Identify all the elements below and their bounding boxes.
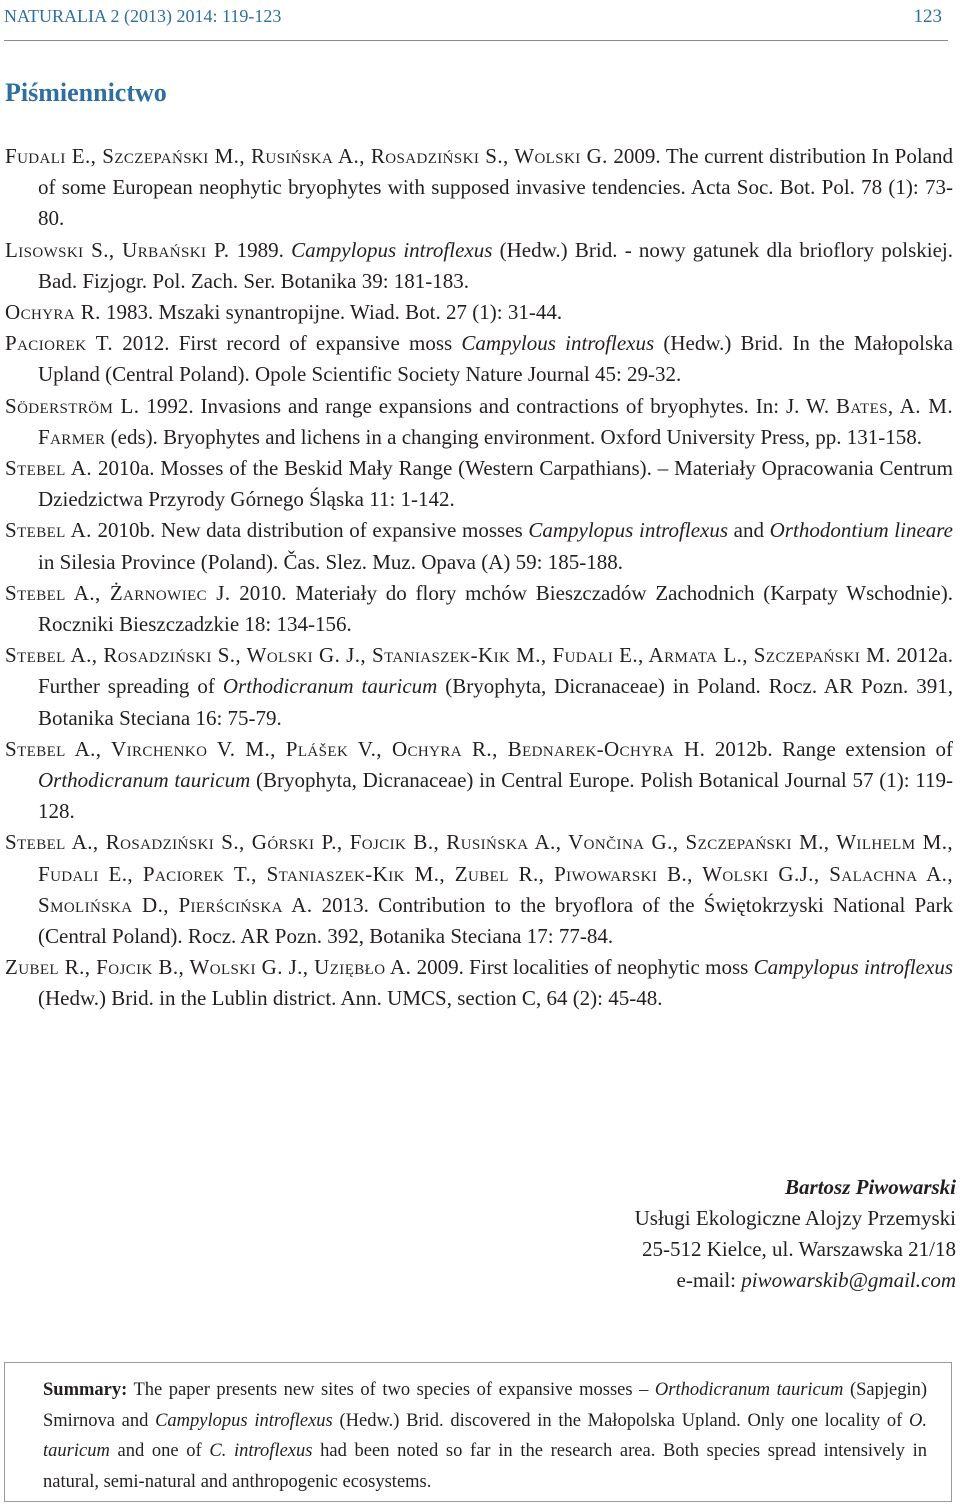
reference-item: Paciorek T. 2012. First record of expansive moss Campylous introflexus (Hedw.) Brid. In the Małopolska Upland (Central Poland). Opole Scientific Society Nature Journal 45: 29-32.	[5, 331, 953, 387]
reference-item: Stebel A., Rosadziński S., Wolski G. J., Staniaszek-Kik M., Fudali E., Armata L., Szczepański M. 2012a. Further spreading of Orthodicranum tauricum (Bryophyta, Dicranaceae) in Poland. Rocz. AR Pozn. 391, Botanika Steciana 16: 75-79.	[5, 643, 953, 730]
reference-item: Lisowski S., Urbański P. 1989. Campylopus introflexus (Hedw.) Brid. - nowy gatunek dla brioflory polskiej. Bad. Fizjogr. Pol. Zach. Ser. Botanika 39: 181-183.	[5, 237, 954, 293]
reference-item: Zubel R., Fojcik B., Wolski G. J., Uziębło A. 2009. First localities of neophytic moss Campylopus introflexus (Hedw.) Brid. in the Lublin district. Ann. UMCS, section C, 64 (2): 45-48.	[5, 955, 953, 1011]
summary-text: Summary: The paper presents new sites of two species of expansive mosses – Orthodicranum tauricum (Sapjegin) Smirnova and Campylopus introflexus (Hedw.) Brid. discovered in the Małopolska Upland. Only one locality of O. tauricum and one of C. introflexus had been noted so far in the research area. Both species spread intensively in natural, semi-natural and anthropogenic ecosystems.	[43, 1380, 928, 1492]
author-email-line: e-mail: piwowarskib@gmail.com	[676, 1268, 956, 1292]
author-signature	[635, 1172, 956, 1296]
reference-item: Stebel A., Żarnowiec J. 2010. Materiały do flory mchów Bieszczadów Zachodnich (Karpaty Wschodnie). Roczniki Bieszczadzkie 18: 134-156.	[5, 580, 953, 637]
reference-item: Ochyra R. 1983. Mszaki synantropijne. Wiad. Bot. 27 (1): 31-44.	[5, 300, 563, 325]
reference-item: Stebel A. 2010a. Mosses of the Beskid Mały Range (Western Carpathians). – Materiały Opracowania Centrum Dziedzictwa Przyrody Górnego Śląska 11: 1-142.	[5, 456, 953, 512]
author-organization: Usługi Ekologiczne Alojzy Przemyski	[634, 1206, 956, 1230]
author-address: 25-512 Kielce, ul. Warszawska 21/18	[641, 1237, 956, 1261]
running-header	[4, 4, 948, 41]
reference-item: Stebel A. 2010b. New data distribution of expansive mosses Campylopus introflexus and Orthodontium lineare in Silesia Province (Poland). Čas. Slez. Muz. Opava (A) 59: 185-188.	[5, 518, 953, 574]
section-title: Piśmiennictwo	[5, 78, 167, 107]
journal-citation: NATURALIA 2 (2013) 2014: 119-123	[4, 6, 282, 26]
reference-item: Fudali E., Szczepański M., Rusińska A., Rosadziński S., Wolski G. 2009. The current distribution In Poland of some European neophytic bryophytes with supposed invasive tendencies. Acta Soc. Bot. Pol. 78 (1): 73-80.	[5, 144, 953, 231]
reference-list	[5, 141, 953, 1015]
reference-item: Stebel A., Rosadziński S., Górski P., Fojcik B., Rusińska A., Vončina G., Szczepański M., Wilhelm M., Fudali E., Paciorek T., Staniaszek-Kik M., Zubel R., Piwowarski B., Wolski G.J., Salachna A., Smolińska D., Pierścińska A. 2013. Contribution to the bryoflora of the Świętokrzyski National Park (Central Poland). Rocz. AR Pozn. 392, Botanika Steciana 17: 77-84.	[5, 830, 953, 949]
page-number: 123	[913, 6, 942, 27]
author-name: Bartosz Piwowarski	[785, 1175, 956, 1199]
summary-box	[4, 1362, 952, 1502]
reference-item: Söderström L. 1992. Invasions and range expansions and contractions of bryophytes. In: J. W. Bates, A. M. Farmer (eds). Bryophytes and lichens in a changing environment. Oxford University Press, pp. 131-158.	[5, 393, 953, 449]
author-email: piwowarskib@gmail.com	[741, 1268, 956, 1292]
summary-label: Summary:	[43, 1380, 128, 1400]
reference-item: Stebel A., Virchenko V. M., Plášek V., Ochyra R., Bednarek-Ochyra H. 2012b. Range extension of Orthodicranum tauricum (Bryophyta, Dicranaceae) in Central Europe. Polish Botanical Journal 57 (1): 119-128.	[5, 736, 954, 824]
